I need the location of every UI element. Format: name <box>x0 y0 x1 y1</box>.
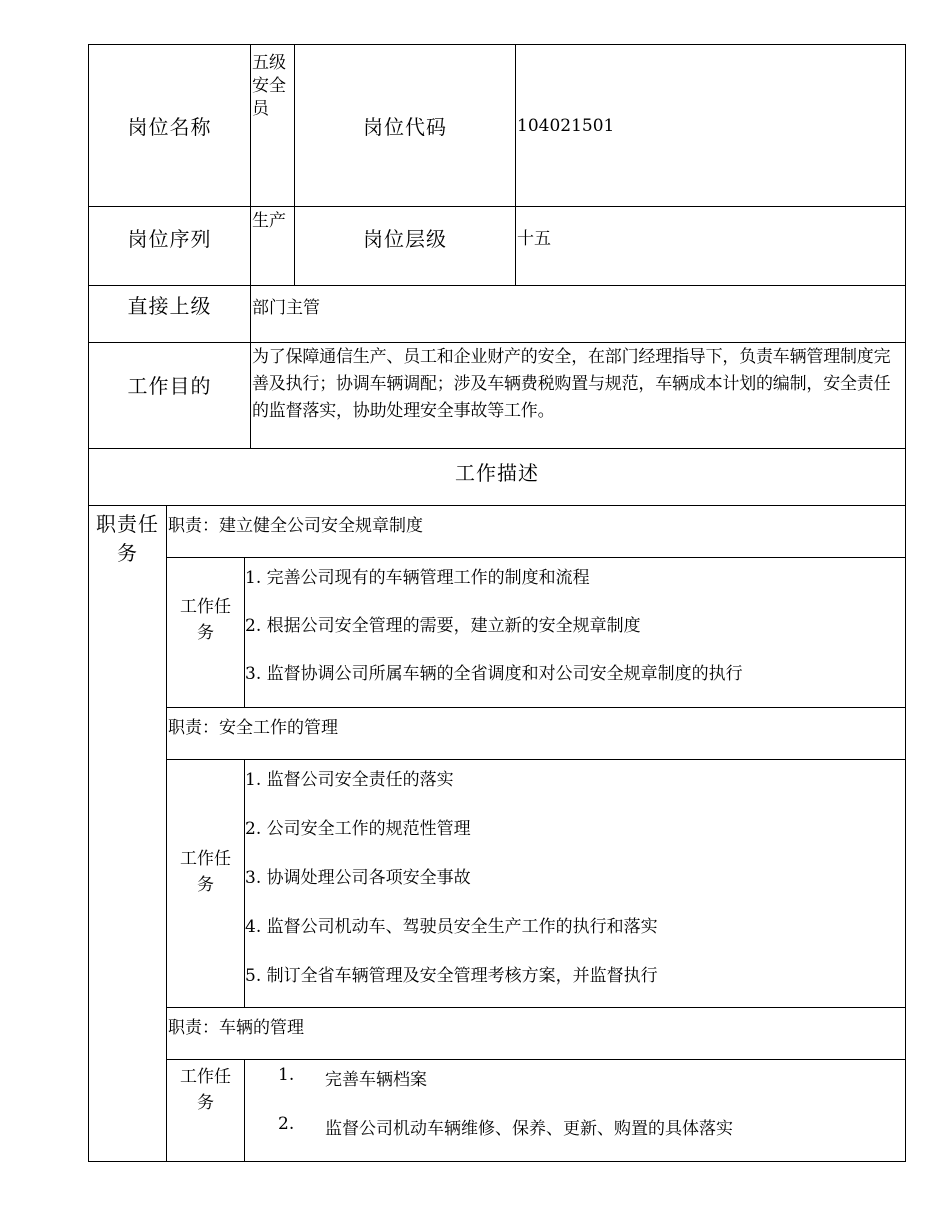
task-item: 1. 监督公司安全责任的落实 <box>245 770 454 790</box>
post-level-value: 十五 <box>515 206 906 286</box>
purpose-label: 工作目的 <box>88 342 251 449</box>
post-name-label: 岗位名称 <box>88 44 251 207</box>
duty-3-task-label: 工作任务 <box>166 1059 245 1162</box>
post-code-label: 岗位代码 <box>294 44 516 207</box>
task-item: 1. <box>278 1065 295 1085</box>
task-item: 完善车辆档案 <box>325 1070 427 1090</box>
purpose-value: 为了保障通信生产、员工和企业财产的安全，在部门经理指导下，负责车辆管理制度完善及执行；协调车辆调配；涉及车辆费税购置与规范，车辆成本计划的编制，安全责任的监督落实，协助处理安全事故等工作。 <box>250 342 906 449</box>
duty-2-title: 职责：安全工作的管理 <box>166 707 906 760</box>
post-series-label: 岗位序列 <box>88 206 251 286</box>
task-item: 5. 制订全省车辆管理及安全管理考核方案，并监督执行 <box>245 966 658 986</box>
task-item: 监督公司机动车辆维修、保养、更新、购置的具体落实 <box>325 1119 733 1139</box>
post-series-value: 生产 <box>250 206 295 286</box>
duty-3-title: 职责：车辆的管理 <box>166 1007 906 1060</box>
post-name-value: 五级安全员 <box>250 44 295 207</box>
task-item: 2. 公司安全工作的规范性管理 <box>245 819 471 839</box>
duties-label: 职责任务 <box>88 505 167 1162</box>
duty-3-task-list <box>244 1059 906 1162</box>
task-item: 2. 根据公司安全管理的需要，建立新的安全规章制度 <box>245 616 641 636</box>
task-item: 3. 协调处理公司各项安全事故 <box>245 868 471 888</box>
post-level-label: 岗位层级 <box>294 206 516 286</box>
duty-1-title: 职责：建立健全公司安全规章制度 <box>166 505 906 558</box>
task-item: 3. 监督协调公司所属车辆的全省调度和对公司安全规章制度的执行 <box>245 664 743 684</box>
task-item: 2. <box>278 1114 295 1134</box>
work-description-title: 工作描述 <box>88 448 906 506</box>
superior-label: 直接上级 <box>88 285 251 343</box>
superior-value: 部门主管 <box>250 285 906 343</box>
duty-1-task-label: 工作任务 <box>166 557 245 708</box>
task-item: 4. 监督公司机动车、驾驶员安全生产工作的执行和落实 <box>245 917 658 937</box>
duty-2-task-list <box>244 759 906 1008</box>
duty-2-task-label: 工作任务 <box>166 759 245 1008</box>
post-code-value: 104021501 <box>515 44 906 207</box>
task-item: 1. 完善公司现有的车辆管理工作的制度和流程 <box>245 568 590 588</box>
duty-1-task-list <box>244 557 906 708</box>
